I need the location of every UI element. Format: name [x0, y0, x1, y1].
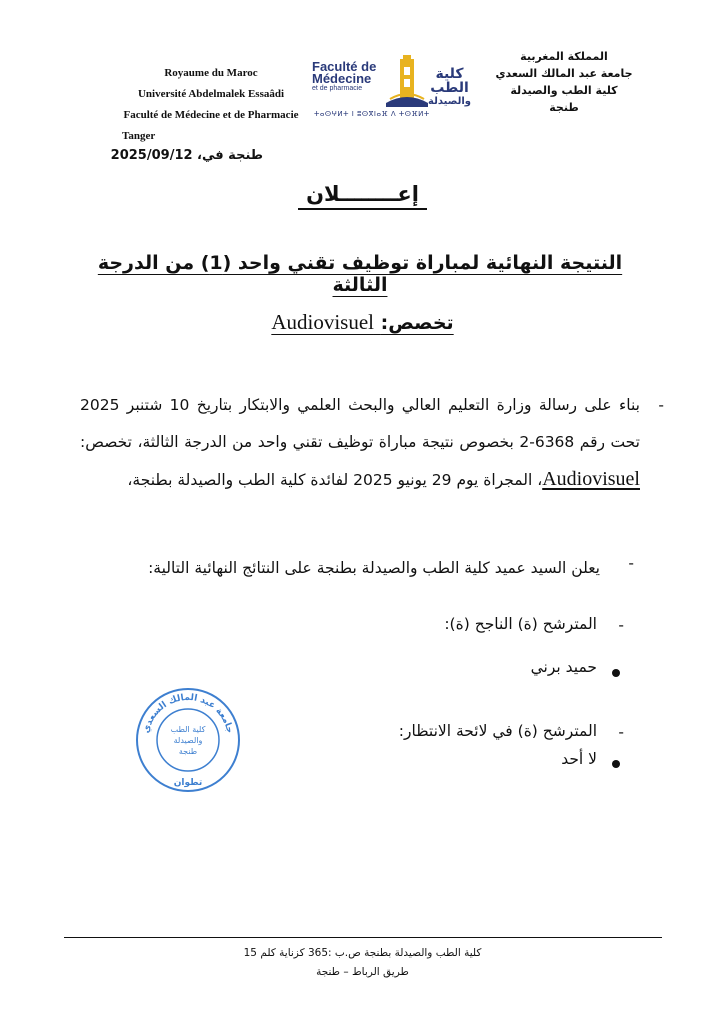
- stamp-center-line1: كلية الطب: [170, 725, 206, 734]
- waitlist-name: لا أحد: [561, 750, 597, 768]
- footer-line2: طريق الرباط – طنجة: [316, 966, 409, 978]
- header-ar-kingdom: المملكة المغربية: [520, 50, 608, 63]
- main-title: النتيجة النهائية لمباراة توظيف تقني واحد (1) من الدرجة الثالثة: [97, 252, 623, 296]
- logo-fr-line1: Faculté de: [312, 59, 377, 74]
- date-line: طنجة في، 2025/09/12: [110, 148, 263, 163]
- list-dash: -: [628, 554, 634, 572]
- stamp-center-line3: طنجة: [178, 747, 198, 756]
- specialty-label: تخصص:: [380, 312, 454, 334]
- header-french-block: [96, 63, 326, 147]
- announcement-heading-text: إعــــــــلان: [298, 182, 427, 210]
- stamp-seal-icon: [134, 686, 242, 794]
- bullet-icon: [612, 760, 620, 768]
- header-ar-city: طنجة: [549, 101, 579, 114]
- bullet-icon: [612, 669, 620, 677]
- logo-ar-line1: كلية الطب: [430, 66, 469, 96]
- footer-address: [200, 944, 525, 982]
- specialty-value: Audiovisuel: [271, 310, 374, 334]
- paragraph-reference: [80, 387, 664, 499]
- list-dash: -: [658, 396, 664, 414]
- header-ar-faculty: كلية الطب والصيدلة: [510, 84, 618, 97]
- official-stamp: [134, 686, 242, 794]
- successful-candidate-label: المترشح (ة) الناجح (ة):: [444, 615, 597, 633]
- header-fr-kingdom: Royaume du Maroc: [164, 67, 258, 79]
- paragraph-announcement: يعلن السيد عميد كلية الطب والصيدلة بطنجة على النتائج النهائية التالية:: [148, 559, 600, 577]
- stamp-ring-text: جامعة عبد المالك السعدي: [141, 692, 235, 735]
- specialty-title: [180, 310, 545, 335]
- footer-line1: كلية الطب والصيدلة بطنجة ص.ب :365 كزناية كلم 15: [243, 947, 482, 959]
- header-fr-faculty: Faculté de Médecine et de Pharmacie: [123, 109, 299, 121]
- paragraph-reference-specialty: Audiovisuel: [542, 468, 640, 490]
- list-dash: -: [618, 616, 624, 634]
- list-dash: -: [618, 723, 624, 741]
- logo-tifinagh-text: ⵜⴰⵙⵖⵍⵜ ⵏ ⵓⵙⴳⵏⴰⴼ ⴷ ⵜⵙⴼⵍⵜ: [314, 110, 430, 118]
- announcement-heading: [200, 182, 525, 206]
- stamp-center-line2: والصيدلة: [173, 736, 203, 745]
- waitlist-label: المترشح (ة) في لائحة الانتظار:: [398, 722, 597, 740]
- logo-arabic-text: [427, 67, 472, 109]
- header-arabic-block: [478, 48, 650, 116]
- faculty-logo: [312, 55, 470, 123]
- header-ar-university: جامعة عبد المالك السعدي: [495, 67, 633, 80]
- footer-divider: [64, 937, 662, 938]
- paragraph-reference-part2: ، المجراة يوم 29 يونيو 2025 لفائدة كلية الطب والصيدلة بطنجة،: [127, 471, 543, 489]
- logo-fr-line2: Médecine: [312, 71, 372, 86]
- logo-building-icon: [386, 55, 428, 107]
- stamp-bottom-text: تطوان: [173, 778, 203, 788]
- logo-french-text: [312, 61, 376, 93]
- logo-fr-line3: et de pharmacie: [312, 85, 363, 92]
- logo-ar-line2: والصيدلة: [428, 96, 471, 107]
- header-fr-university: Université Abdelmalek Essaâdi: [137, 88, 285, 100]
- paragraph-reference-part1: بناء على رسالة وزارة التعليم العالي والبحث العلمي والابتكار بتاريخ 10 شتنبر 2025 تحت رقم 6368-2 بخصوص نتيجة مباراة توظيف تقني واحد من الدرجة الثالثة، تخصص:: [80, 396, 640, 451]
- successful-candidate-name: حميد برني: [530, 658, 597, 676]
- header-fr-city: Tanger: [122, 130, 156, 142]
